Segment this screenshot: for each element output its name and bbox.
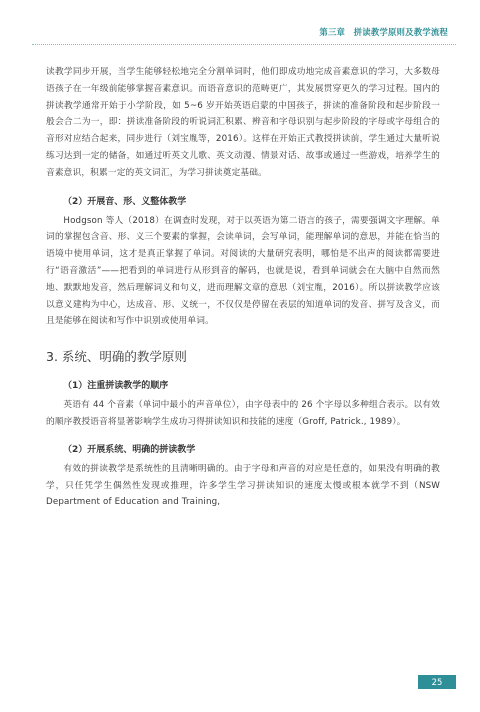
page-body xyxy=(46,64,440,511)
paragraph-3: 英语有 44 个音素（单词中最小的声音单位），由字母表中的 26 个字母以多种组合表示。以有效的顺序教授语音将显著影响学生成功习得拼读知识和技能的速度（Groff, Patrick., 1989）。 xyxy=(46,400,440,427)
subheading-systematic-teaching: （2）开展系统、明确的拼读教学 xyxy=(63,444,196,455)
paragraph-1: 读教学同步开展，当学生能够轻松地完全分割单词时，他们即成功地完成音素意识的学习，大多数母语孩子在一年级前能够掌握音素意识。而语音意识的范畴更广，其发展贯穿更久的学习过程。国内的拼读教学通常开始于小学阶段，如 5~6 岁开始英语启蒙的中国孩子，拼读的准备阶段和起步阶段一般会合二为一，即：拼读准备阶段的听说词汇积累、辨音和字母识别与起步阶段的字母或字母组合的音形对应结合起来，同步进行（刘宝胤等，2016）。这样在开始正式教授拼读前，学生通过大量听说练习达到一定的储备，如通过听英文儿歌、英文动漫、情景对话、故事或通过一些游戏，培养学生的音素意识，积累一定的英文词汇，为学习拼读奠定基础。 xyxy=(46,67,440,178)
paragraph-4: 有效的拼读教学是系统性的且清晰明确的。由于字母和声音的对应是任意的，如果没有明确的教学，只任凭学生偶然性发现或推理，许多学生学习拼读知识的速度太慢或根本就学不到（NSW Department of Education and Training, xyxy=(46,463,440,508)
paragraph-2: Hodgson 等人（2018）在调查时发现，对于以英语为第二语言的孩子，需要强调文字理解。单词的掌握包含音、形、义三个要素的掌握，会读单词，会写单词，能理解单词的意思，并能在恰当的语境中使用单词，这才是真正掌握了单词。对阅读的大量研究表明，哪怕是不出声的阅读都需要进行“语音激活”——把看到的单词进行从形到音的解码，也就是说，看到单词就会在大脑中自然而然地、默默地发音，然后理解词义和句义，进而理解文章的意思（刘宝胤，2016）。所以拼读教学应该以意义建构为中心，达成音、形、义统一，不仅仅是停留在表层的知道单词的发音、拼写及含义，而且是能够在阅读和写作中识别或使用单词。 xyxy=(46,215,440,327)
subheading-integrated-teaching: （2）开展音、形、义整体教学 xyxy=(63,196,187,207)
subheading-teaching-order: （1）注重拼读教学的顺序 xyxy=(63,381,169,392)
page-number: 25 xyxy=(418,675,456,689)
section-heading-3: 3. 系统、明确的教学原则 xyxy=(46,349,187,365)
header-divider xyxy=(32,44,456,45)
chapter-header: 第三章 拼读教学原则及教学流程 xyxy=(319,27,448,37)
